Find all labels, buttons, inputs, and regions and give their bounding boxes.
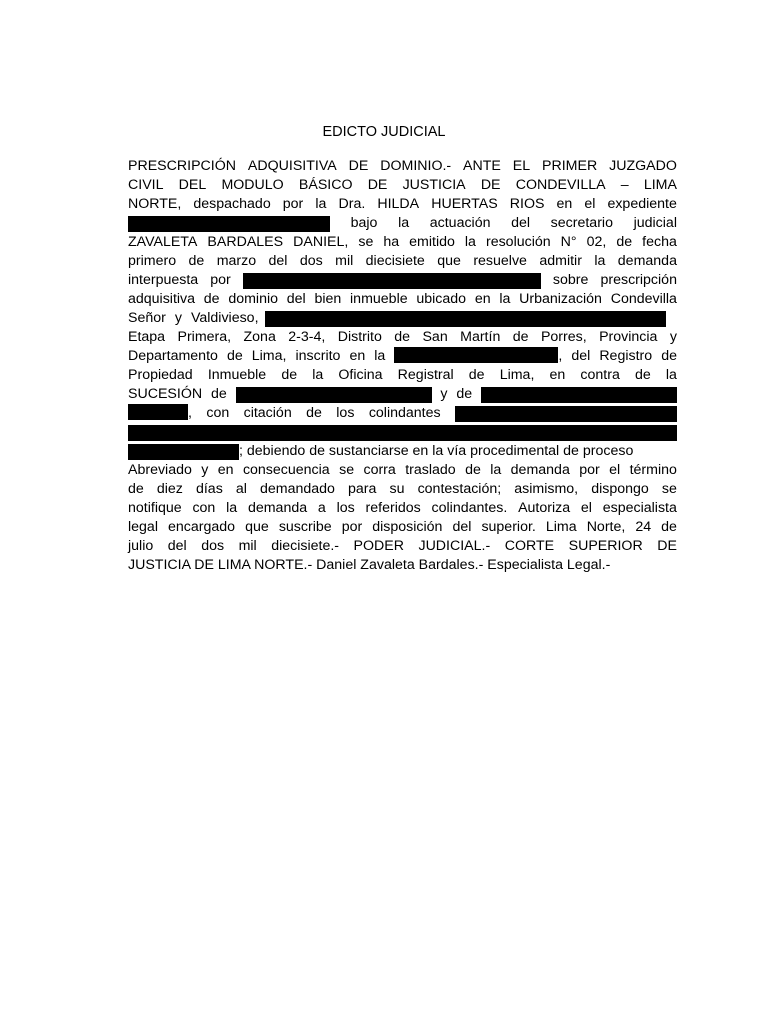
word: adquisitiva bbox=[128, 291, 196, 307]
word: los bbox=[336, 405, 355, 421]
word: la bbox=[464, 234, 476, 250]
word: los bbox=[336, 500, 355, 516]
word: actuación bbox=[429, 215, 491, 231]
word: RIOS bbox=[509, 196, 545, 212]
word: diecisiete.- bbox=[271, 538, 340, 554]
word: expediente bbox=[607, 196, 677, 212]
redaction-block bbox=[394, 347, 558, 363]
word: Porres, bbox=[540, 329, 587, 345]
word: , bbox=[558, 348, 563, 364]
redaction-block bbox=[243, 273, 541, 289]
word: de bbox=[188, 253, 205, 269]
text-line bbox=[128, 518, 677, 537]
word: el bbox=[609, 462, 621, 478]
word: con bbox=[192, 500, 216, 516]
word: del bbox=[286, 291, 306, 307]
word: DEL bbox=[178, 177, 207, 193]
word: JUSTICIA DE LIMA NORTE.- Daniel Zavaleta Bardales.- Especialista Legal.- bbox=[128, 557, 611, 573]
word: Urbanización bbox=[519, 291, 602, 307]
text-line bbox=[128, 461, 677, 480]
word: admitir bbox=[539, 253, 582, 269]
redaction-block bbox=[128, 216, 330, 232]
word: LIMA bbox=[643, 177, 677, 193]
word: en bbox=[217, 462, 234, 478]
word: la bbox=[226, 500, 238, 516]
text-line bbox=[128, 328, 677, 347]
word: DOMINIO.- bbox=[380, 158, 452, 174]
word: PODER bbox=[353, 538, 404, 554]
word: JUDICIAL.- bbox=[418, 538, 491, 554]
word: contra bbox=[580, 367, 620, 383]
word: la bbox=[490, 462, 502, 478]
word: corra bbox=[363, 462, 396, 478]
redaction-block bbox=[265, 311, 666, 327]
word: legal bbox=[128, 519, 158, 535]
word: colindantes bbox=[368, 405, 441, 421]
word: MODULO bbox=[221, 177, 284, 193]
word: prescripción bbox=[600, 272, 677, 288]
word: diez bbox=[156, 481, 183, 497]
word: y bbox=[201, 462, 209, 478]
redaction-block bbox=[128, 425, 677, 441]
word: superior. bbox=[481, 519, 536, 535]
text-line bbox=[128, 214, 677, 233]
word: judicial bbox=[633, 215, 677, 231]
word: 02, bbox=[586, 234, 607, 250]
word: PRESCRIPCIÓN bbox=[128, 158, 236, 174]
word: DE bbox=[657, 538, 677, 554]
word: Primera, bbox=[177, 329, 232, 345]
word: de bbox=[616, 234, 633, 250]
word: encargado bbox=[168, 519, 236, 535]
word: dispongo bbox=[591, 481, 649, 497]
text-line bbox=[128, 499, 677, 518]
word: demanda bbox=[510, 462, 570, 478]
word: que bbox=[245, 519, 269, 535]
word: 2-3-4, bbox=[288, 329, 326, 345]
word: CORTE bbox=[504, 538, 555, 554]
word: de bbox=[394, 329, 411, 345]
word: marzo bbox=[216, 253, 257, 269]
word: suscribe bbox=[278, 519, 332, 535]
word: a bbox=[317, 500, 326, 516]
word: bien bbox=[314, 291, 342, 307]
word: SUPERIOR bbox=[568, 538, 643, 554]
word: del bbox=[511, 215, 531, 231]
word: ANTE bbox=[463, 158, 501, 174]
word: se bbox=[358, 234, 374, 250]
word: secretario bbox=[550, 215, 613, 231]
word: N° bbox=[560, 234, 577, 250]
word: de bbox=[306, 405, 322, 421]
word: en bbox=[549, 367, 566, 383]
word: resolución bbox=[485, 234, 551, 250]
word: término bbox=[629, 462, 677, 478]
word: interpuesta bbox=[128, 272, 199, 288]
text-line bbox=[128, 537, 677, 556]
word: del bbox=[571, 348, 591, 364]
word: Registral bbox=[397, 367, 454, 383]
word: NORTE, bbox=[128, 196, 182, 212]
word: Lima bbox=[545, 519, 577, 535]
word: Dra. bbox=[338, 196, 366, 212]
word: ubicado bbox=[416, 291, 467, 307]
word: el bbox=[580, 500, 592, 516]
word: en bbox=[474, 291, 491, 307]
word: de bbox=[456, 386, 473, 402]
word: ; debiendo de sustanciarse en la vía procedimental de proceso bbox=[239, 443, 634, 459]
word: la bbox=[594, 253, 606, 269]
word: de bbox=[465, 462, 481, 478]
word: mil bbox=[335, 253, 354, 269]
word: fecha bbox=[642, 234, 677, 250]
word: JUSTICIA bbox=[402, 177, 466, 193]
text-line bbox=[128, 309, 677, 328]
word: y bbox=[174, 310, 182, 326]
word: Condevilla bbox=[610, 291, 677, 307]
word: días bbox=[195, 481, 223, 497]
word: PRIMER bbox=[542, 158, 598, 174]
word: sobre bbox=[552, 272, 589, 288]
text-line bbox=[128, 176, 677, 195]
word: la bbox=[374, 348, 386, 364]
word: San bbox=[422, 329, 448, 345]
text-line bbox=[128, 404, 677, 423]
word: que bbox=[437, 253, 461, 269]
word: HUERTAS bbox=[431, 196, 498, 212]
word: su bbox=[389, 481, 405, 497]
text-line bbox=[128, 195, 677, 214]
word: notifique bbox=[128, 500, 182, 516]
word: de bbox=[203, 291, 220, 307]
redaction-block bbox=[236, 387, 432, 403]
word: del bbox=[452, 519, 472, 535]
word: asimismo, bbox=[514, 481, 579, 497]
text-line bbox=[128, 271, 677, 290]
word: por bbox=[579, 462, 600, 478]
word: la bbox=[315, 196, 327, 212]
word: julio bbox=[128, 538, 154, 554]
text-line bbox=[128, 442, 677, 461]
word: mil bbox=[238, 538, 257, 554]
word: DE bbox=[348, 158, 369, 174]
word: CONDEVILLA bbox=[515, 177, 606, 193]
document-title: EDICTO JUDICIAL bbox=[322, 124, 446, 140]
redaction-block bbox=[481, 387, 677, 403]
word: DANIEL, bbox=[293, 234, 349, 250]
word: resuelve bbox=[473, 253, 527, 269]
word: demanda bbox=[617, 253, 677, 269]
word: al bbox=[235, 481, 247, 497]
word: del bbox=[268, 253, 288, 269]
word: de bbox=[661, 348, 677, 364]
text-line bbox=[128, 252, 677, 271]
word: de bbox=[661, 519, 677, 535]
word: dominio bbox=[228, 291, 279, 307]
word: la bbox=[499, 291, 511, 307]
word: de bbox=[634, 367, 651, 383]
word: Zona bbox=[243, 329, 276, 345]
text-line bbox=[128, 556, 677, 575]
word: Martín bbox=[460, 329, 501, 345]
word: Valdivieso, bbox=[190, 310, 259, 326]
word: bajo bbox=[350, 215, 378, 231]
word: la bbox=[312, 367, 324, 383]
redaction-block bbox=[128, 444, 239, 460]
word: citación bbox=[243, 405, 292, 421]
word: ZAVALETA bbox=[128, 234, 198, 250]
text-line bbox=[128, 290, 677, 309]
word: Norte, bbox=[586, 519, 626, 535]
word: demandado bbox=[260, 481, 335, 497]
text-line bbox=[128, 347, 677, 366]
word: y bbox=[440, 386, 448, 402]
word: dos bbox=[201, 538, 225, 554]
word: inscrito bbox=[295, 348, 341, 364]
word: dos bbox=[299, 253, 323, 269]
word: Señor bbox=[128, 310, 166, 326]
word: CIVIL bbox=[128, 177, 164, 193]
word: de bbox=[128, 481, 144, 497]
word: Lima, bbox=[251, 348, 287, 364]
redaction-group bbox=[394, 347, 562, 366]
word: de bbox=[281, 367, 298, 383]
word: primero bbox=[128, 253, 177, 269]
word: ha bbox=[383, 234, 400, 250]
word: para bbox=[348, 481, 377, 497]
word: de bbox=[468, 367, 485, 383]
word: especialista bbox=[602, 500, 677, 516]
word: en bbox=[349, 348, 366, 364]
word: JUZGADO bbox=[609, 158, 677, 174]
word: se bbox=[661, 481, 677, 497]
word: Provincia bbox=[599, 329, 658, 345]
word: Oficina bbox=[338, 367, 383, 383]
word: 24 bbox=[635, 519, 652, 535]
word: la bbox=[398, 215, 410, 231]
word: demanda bbox=[247, 500, 308, 516]
word: contestación; bbox=[417, 481, 502, 497]
text-line bbox=[128, 480, 677, 499]
word: de bbox=[512, 329, 529, 345]
word: Abreviado bbox=[128, 462, 192, 478]
redaction-group bbox=[128, 404, 192, 423]
word: con bbox=[206, 405, 230, 421]
word: referidos bbox=[365, 500, 421, 516]
word: , bbox=[188, 405, 192, 421]
word: colindantes. bbox=[431, 500, 508, 516]
word: la bbox=[665, 367, 677, 383]
word: SUCESIÓN bbox=[128, 386, 203, 402]
word: por bbox=[210, 272, 231, 288]
text-line bbox=[128, 385, 677, 404]
word: disposición bbox=[372, 519, 443, 535]
word: en bbox=[556, 196, 573, 212]
word: y bbox=[669, 329, 677, 345]
word: EL bbox=[512, 158, 531, 174]
word: traslado bbox=[405, 462, 456, 478]
word: Propiedad bbox=[128, 367, 193, 383]
word: inmueble bbox=[350, 291, 408, 307]
word: Distrito bbox=[337, 329, 382, 345]
redaction-block bbox=[128, 404, 188, 420]
text-line bbox=[128, 366, 677, 385]
word: de bbox=[226, 348, 243, 364]
text-line bbox=[128, 233, 677, 252]
text-line bbox=[128, 157, 677, 176]
word: BARDALES bbox=[207, 234, 284, 250]
word: BÁSICO bbox=[298, 177, 353, 193]
word: DE bbox=[367, 177, 388, 193]
word: despachado bbox=[193, 196, 271, 212]
word: Etapa bbox=[128, 329, 166, 345]
word: ADQUISITIVA bbox=[247, 158, 337, 174]
word: del bbox=[167, 538, 187, 554]
word: DE bbox=[480, 177, 501, 193]
word: HILDA bbox=[377, 196, 420, 212]
word: – bbox=[620, 177, 629, 193]
word: se bbox=[339, 462, 355, 478]
word: por bbox=[341, 519, 363, 535]
word: Lima, bbox=[499, 367, 535, 383]
word: emitido bbox=[409, 234, 455, 250]
word: consecuencia bbox=[242, 462, 330, 478]
redaction-block bbox=[455, 406, 677, 422]
text-line bbox=[128, 423, 677, 442]
word: Registro bbox=[599, 348, 653, 364]
word: de bbox=[210, 386, 227, 402]
word: el bbox=[584, 196, 596, 212]
word: Autoriza bbox=[518, 500, 571, 516]
word: Inmueble bbox=[207, 367, 267, 383]
word: diecisiete bbox=[365, 253, 425, 269]
word: Departamento bbox=[128, 348, 218, 364]
word: por bbox=[282, 196, 304, 212]
